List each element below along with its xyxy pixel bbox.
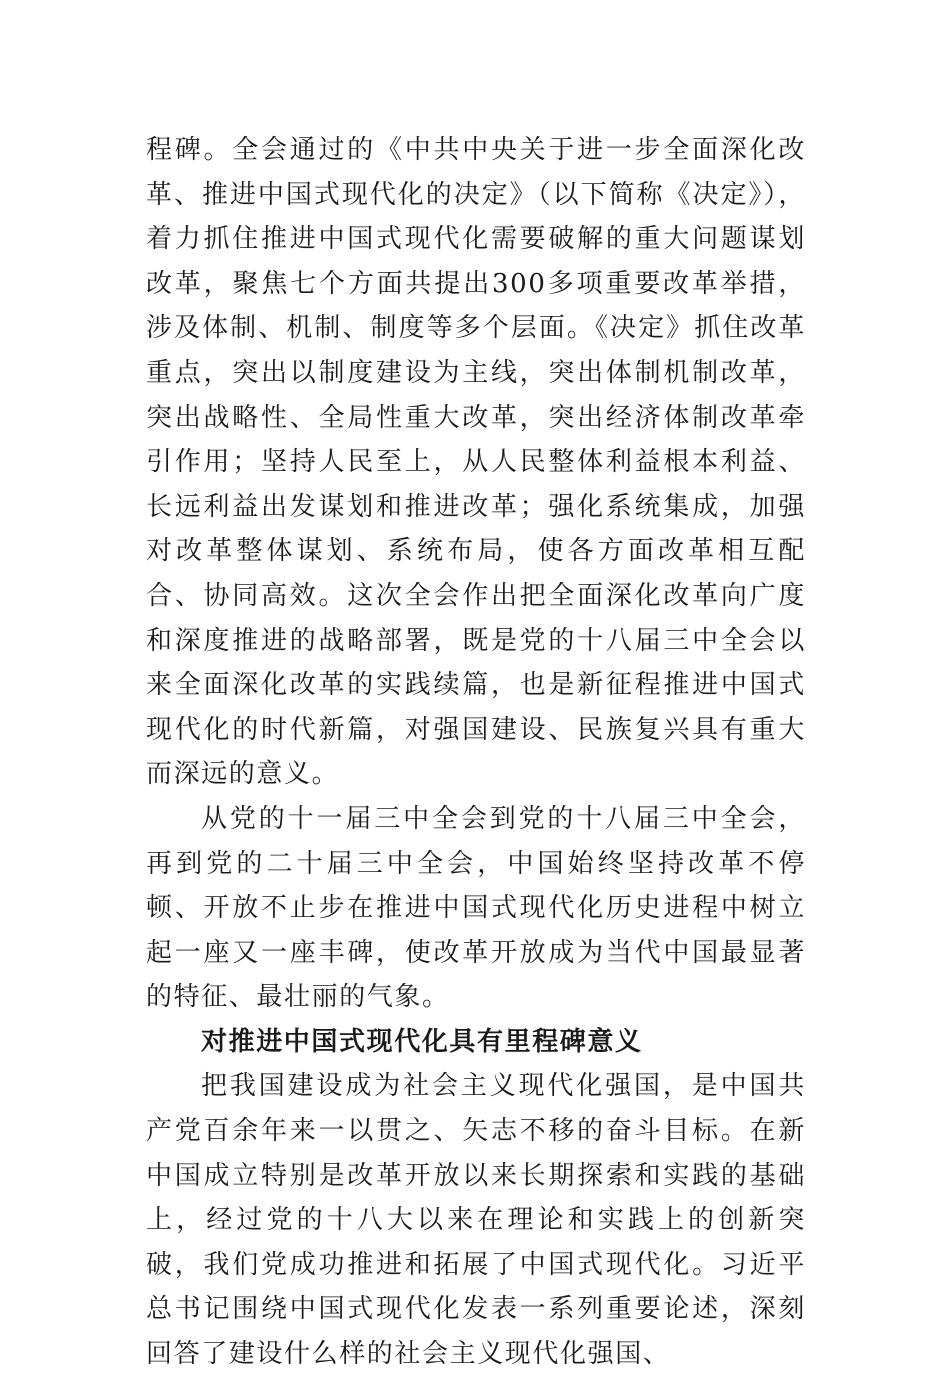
- section-heading: 对推进中国式现代化具有里程碑意义: [201, 1026, 643, 1057]
- document-body: [146, 128, 806, 1377]
- paragraph-reform-history: 从党的十一届三中全会到党的十八届三中全会，再到党的二十届三中全会，中国始终坚持改革不停顿、开放不止步在推进中国式现代化历史进程中树立起一座又一座丰碑，使改革开放成为当代中国最显著的特征、最壮丽的气象。: [146, 803, 806, 1013]
- paragraph-modernization: 把我国建设成为社会主义现代化强国，是中国共产党百余年来一以贯之、矢志不移的奋斗目标。在新中国成立特别是改革开放以来长期探索和实践的基础上，经过党的十八大以来在理论和实践上的创新突破，我们党成功推进和拓展了中国式现代化。习近平总书记围绕中国式现代化发表一系列重要论述，深刻回答了建设什么样的社会主义现代化强国、: [146, 1071, 806, 1370]
- paragraph-continuation: 程碑。全会通过的《中共中央关于进一步全面深化改革、推进中国式现代化的决定》（以下简称《决定》），着力抓住推进中国式现代化需要破解的重大问题谋划改革，聚焦七个方面共提出300多项重要改革举措，涉及体制、机制、制度等多个层面。《决定》抓住改革重点，突出以制度建设为主线，突出体制机制改革，突出战略性、全局性重大改革，突出经济体制改革牵引作用；坚持人民至上，从人民整体利益根本利益、长远利益出发谋划和推进改革；强化系统集成，加强对改革整体谋划、系统布局，使各方面改革相互配合、协同高效。这次全会作出把全面深化改革向广度和深度推进的战略部署，既是党的十八届三中全会以来全面深化改革的实践续篇，也是新征程推进中国式现代化的时代新篇，对强国建设、民族复兴具有重大而深远的意义。: [146, 135, 806, 790]
